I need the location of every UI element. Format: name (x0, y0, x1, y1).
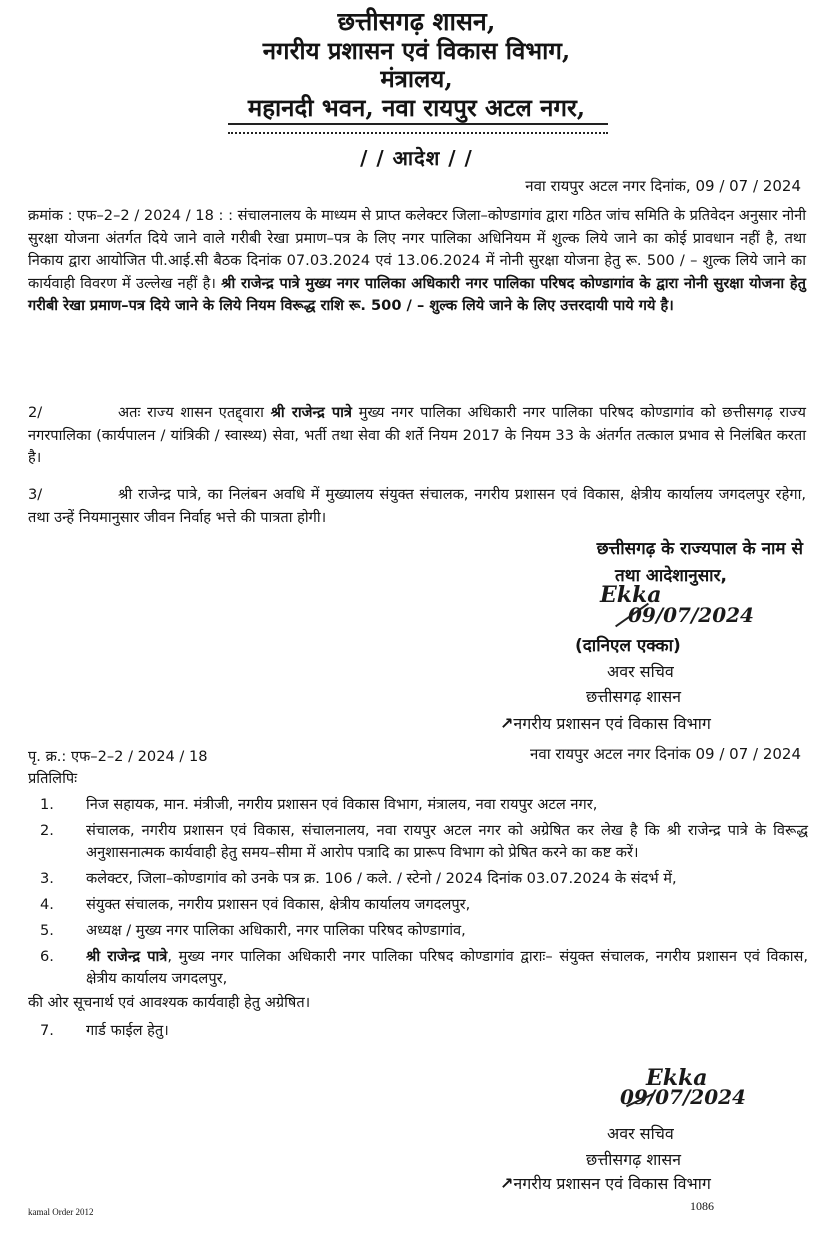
header-divider (228, 123, 608, 134)
order-title: / / आदेश / / (360, 146, 473, 170)
list-item (28, 920, 808, 942)
list-item (28, 868, 808, 890)
signatory-department-text: नगरीय प्रशासन एवं विकास विभाग (513, 714, 711, 733)
header-address: महानदी भवन, नवा रायपुर अटल नगर, (247, 93, 586, 122)
list-item-text (86, 946, 808, 990)
list-item-text: संचालक, नगरीय प्रशासन एवं विकास, संचालनालय, नवा रायपुर अटल नगर को अग्रेषित कर लेख है कि श्री राजेन्द्र पात्रे के विरूद्ध अनुशासनात्मक कार्यवाही हेतु समय–सीमा में आरोप पत्रादि का प्रारूप विभाग को प्रेषित करने का कष्ट करें। (86, 822, 808, 861)
paragraph-1 (28, 205, 806, 318)
header-ministry: मंत्रालय, (380, 64, 453, 93)
list-item (28, 820, 808, 864)
signatory-designation: अवर सचिव (607, 662, 674, 681)
paragraph-3-text: श्री राजेन्द्र पात्रे, का निलंबन अवधि में मुख्यालय संयुक्त संचालक, नगरीय प्रशासन एवं विकास, क्षेत्रीय कार्यालय जगदलपुर रहेगा, तथा उन्हें नियमानुसार जीवन निर्वाह भत्ते की पात्रता होगी। (28, 486, 806, 526)
list-item-text: संयुक्त संचालक, नगरीय प्रशासन एवं विकास, क्षेत्रीय कार्यालय जगदलपुर, (86, 896, 471, 913)
list-item-text: निज सहायक, मान. मंत्रीजी, नगरीय प्रशासन एवं विकास विभाग, मंत्रालय, नवा रायपुर अटल नगर, (86, 796, 598, 813)
paragraph-2-post: मुख्य नगर पालिका अधिकारी नगर पालिका परिषद कोण्डागांव को छत्तीसगढ़ राज्य नगरपालिका (कार्यपालन / यांत्रिकी / स्वास्थ्य) सेवा, भर्ती तथा सेवा की शर्ते नियम 2017 के नियम 33 के अंतर्गत तत्काल प्रभाव से निलंबित करता है। (28, 404, 806, 466)
list-item-number: 5. (40, 922, 54, 939)
list-item-bold: श्री राजेन्द्र पात्रे (86, 948, 168, 965)
paragraph-1-text: क्रमांक : एफ–2–2 / 2024 / 18 : : संचालनालय के माध्यम से प्राप्त कलेक्टर जिला–कोण्डागांव द्वारा गठित जांच समिति के प्रतिवेदन अनुसार नोनी सुरक्षा योजना अंतर्गत दिये जाने वाले गरीबी रेखा प्रमाण–पत्र के लिए नगर पालिका अधिनियम में शुल्क लिये जाने का कोई प्रावधान नहीं है, तथा निकाय द्वारा आयोजित पी.आई.सी बैठक दिनांक 07.03.2024 एवं 13.06.2024 में नोनी सुरक्षा योजना हेतु रू. 500 / – शुल्क लिये जाने का कार्यवाही विवरण में उल्लेख नहीं है। (28, 207, 806, 292)
signatory-2-government: छत्तीसगढ़ शासन (586, 1150, 682, 1169)
authority-line-1: छत्तीसगढ़ के राज्यपाल के नाम से (596, 539, 803, 559)
endorsement-reference: पृ. क्र.: एफ–2–2 / 2024 / 18 (28, 748, 208, 765)
signatory-2-department (500, 1172, 711, 1194)
tick-mark-icon: ↗ (500, 1174, 514, 1193)
paragraph-3 (28, 484, 806, 529)
signature-1-date: 09/07/2024 (628, 603, 754, 627)
handwritten-signature-2: Ekka (646, 1065, 708, 1091)
header-government: छत्तीसगढ़ शासन, (337, 7, 496, 36)
tick-mark-icon: ↗ (500, 714, 514, 733)
copy-label: प्रतिलिपिः (28, 770, 78, 787)
list-item-rest: , मुख्य नगर पालिका अधिकारी नगर पालिका परिषद कोण्डागांव द्वाराः– संयुक्त संचालक, नगरीय प्रशासन एवं विकास, क्षेत्रीय कार्यालय जगदलपुर, (86, 948, 808, 987)
list-item (28, 894, 808, 916)
signatory-government: छत्तीसगढ़ शासन (586, 687, 682, 706)
signatory-name: (दानिएल एक्का) (575, 636, 681, 656)
list-item-text: अध्यक्ष / मुख्य नगर पालिका अधिकारी, नगर पालिका परिषद कोण्डागांव, (86, 922, 466, 939)
list-item (28, 946, 808, 990)
order-dateline: नवा रायपुर अटल नगर दिनांक, 09 / 07 / 2024 (525, 177, 801, 195)
list-item-number: 6. (40, 948, 54, 965)
signatory-2-designation: अवर सचिव (607, 1124, 674, 1143)
signature-2-date: 09/07/2024 (620, 1085, 746, 1109)
paragraph-2-bold: श्री राजेन्द्र पात्रे (270, 404, 352, 421)
list-item-text: गार्ड फाईल हेतु। (86, 1022, 169, 1039)
paragraph-1-bold: श्री राजेन्द्र पात्रे मुख्य नगर पालिका अधिकारी नगर पालिका परिषद कोण्डागांव के द्वारा नोनी सुरक्षा योजना हेतु गरीबी रेखा प्रमाण–पत्र दिये जाने के लिये नियम विरूद्ध राशि रू. 500 / – शुल्क लिये जाने के लिए उत्तरदायी पाये गये है। (28, 274, 806, 314)
handwritten-signature-1: Ekka (600, 582, 662, 608)
paragraph-2-pre: अतः राज्य शासन एतद्द्वारा (118, 404, 264, 421)
endorsement-date: नवा रायपुर अटल नगर दिनांक 09 / 07 / 2024 (530, 745, 801, 763)
copy-list (28, 794, 808, 1046)
list-item-text: कलेक्टर, जिला–कोण्डागांव को उनके पत्र क्र. 106 / कले. / स्टेनो / 2024 दिनांक 03.07.2024 के संदर्भ में, (86, 870, 677, 887)
signatory-department (500, 712, 711, 734)
list-item-number: 7. (40, 1022, 54, 1039)
page-code: 1086 (690, 1199, 714, 1213)
list-item (28, 1020, 808, 1042)
list-item-number: 1. (40, 796, 54, 813)
list-item-number: 3. (40, 870, 54, 887)
print-code: kamal Order 2012 (28, 1207, 94, 1217)
paragraph-2 (28, 402, 806, 470)
copy-list-note: की ओर सूचनार्थ एवं आवश्यक कार्यवाही हेतु अग्रेषित। (28, 994, 311, 1011)
signatory-2-department-text: नगरीय प्रशासन एवं विकास विभाग (513, 1174, 711, 1193)
list-item-number: 2. (40, 822, 54, 839)
list-item (28, 794, 808, 816)
paragraph-3-number: 3/ (28, 486, 43, 503)
authority-line-2: तथा आदेशानुसार, (615, 566, 727, 586)
list-item-number: 4. (40, 896, 54, 913)
paragraph-2-number: 2/ (28, 404, 43, 421)
header-department: नगरीय प्रशासन एवं विकास विभाग, (262, 36, 571, 65)
